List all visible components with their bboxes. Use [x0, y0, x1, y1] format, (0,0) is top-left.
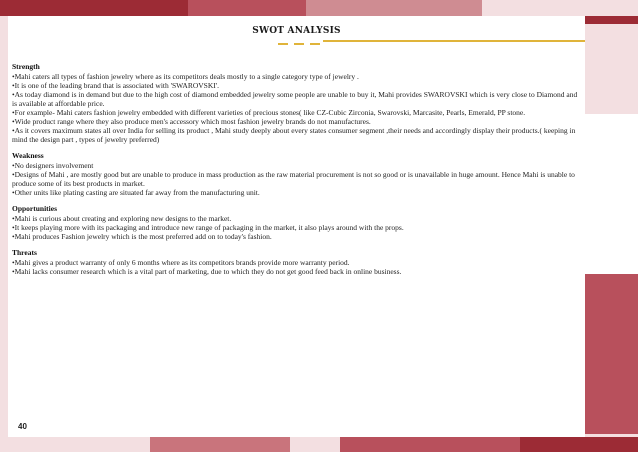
decor-band	[0, 16, 8, 437]
decor-band	[306, 0, 482, 16]
swot-content	[12, 62, 582, 283]
list-item: •Mahi produces Fashion jewelry which is the most preferred add on to today's fashion.	[12, 232, 272, 242]
list-item: •Wide product range where they also produce men's accessory which most fashion jewelry brands do not manufactures.	[12, 117, 371, 127]
dash-mark	[278, 43, 288, 45]
list-item: •Mahi lacks consumer research which is a vital part of marketing, due to which they do not get good feed back in online business.	[12, 266, 402, 276]
dash-mark	[294, 43, 304, 45]
section-strength	[12, 62, 582, 144]
decor-band	[150, 437, 290, 452]
list-item: •Mahi is curious about creating and exploring new designs to the market.	[12, 213, 232, 223]
decor-band	[0, 0, 188, 16]
decor-band	[585, 274, 638, 434]
list-item: •It keeps playing more with its packaging and introduce new range of packaging in the market, it also plays around with the props.	[12, 223, 404, 232]
decor-band	[520, 437, 638, 452]
decor-band	[585, 114, 638, 274]
section-heading: Opportunities	[12, 204, 58, 214]
section-opportunities	[12, 204, 582, 241]
decor-band	[482, 0, 638, 16]
page-title: SWOT ANALYSIS	[252, 26, 341, 36]
section-heading: Strength	[12, 62, 40, 71]
section-heading: Threats	[12, 248, 37, 258]
decor-band	[585, 16, 638, 24]
list-item: •Mahi gives a product warranty of only 6 months where as its competitors brands provide more warranty period.	[12, 257, 350, 267]
list-item: •As today diamond is in demand but due to the high cost of diamond embedded jewelry some people are unable to buy it, Mahi provides SWAROVSKI which is very close to Diamond and is available at affordable price.	[12, 89, 578, 108]
decor-band	[188, 0, 306, 16]
decor-band	[0, 437, 150, 452]
list-item: •Designs of Mahi , are mostly good but are unable to produce in mass production as the raw material procurement is not so good or is unavailable in huge amount. Hence Mahi is unable to produce some of its best products in market.	[12, 170, 575, 189]
list-item: •For example- Mahi caters fashion jewelry embedded with different varieties of precious stones( like CZ-Cubic Zirconia, Swarovski, Marcasite, Pearls, Emerald, PP stone.	[12, 107, 526, 117]
section-threats	[12, 248, 582, 276]
list-item: •Other units like plating casting are situated far away from the manufacturing unit.	[12, 188, 260, 198]
list-item: •Mahi caters all types of fashion jewelry where as its competitors deals mostly to a single category type of jewelry .	[12, 71, 359, 81]
decor-band	[340, 437, 520, 452]
list-item: •It is one of the leading brand that is associated with 'SWAROVSKI'.	[12, 80, 219, 90]
document-page	[8, 16, 585, 437]
section-weakness	[12, 151, 582, 197]
page-number: 40	[18, 422, 27, 431]
list-item: •As it covers maximum states all over India for selling its product , Mahi study deeply about every states consumer segment ,their needs and accordingly display their products.( keeping in mind the design part , types of jewelry preferred)	[12, 126, 576, 145]
dash-mark	[310, 43, 320, 45]
section-heading: Weakness	[12, 151, 44, 161]
decor-band	[290, 437, 340, 452]
decor-band	[585, 24, 638, 114]
list-item: •No designers involvement	[12, 160, 94, 170]
title-underline	[323, 40, 585, 42]
